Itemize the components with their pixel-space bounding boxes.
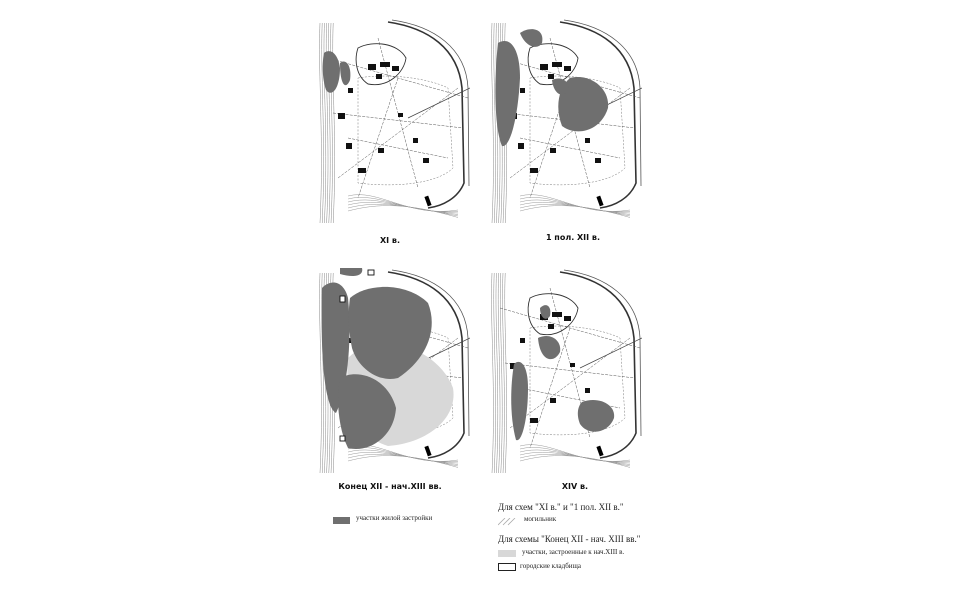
building-block xyxy=(548,74,554,79)
residential-area xyxy=(552,78,568,94)
building-block xyxy=(585,388,590,393)
contour-line xyxy=(520,204,630,216)
building-block xyxy=(564,316,571,321)
road-line xyxy=(520,138,620,158)
contour-line xyxy=(505,273,507,473)
contour-line xyxy=(322,23,324,223)
building-block xyxy=(548,324,554,329)
building-block xyxy=(585,138,590,143)
building-block xyxy=(520,88,525,93)
residential-area xyxy=(323,51,340,93)
base-map xyxy=(320,20,470,223)
contour-line xyxy=(492,273,494,473)
contour-line xyxy=(494,273,496,473)
map-14th-century xyxy=(490,268,642,480)
residential-area xyxy=(538,336,560,359)
building-block xyxy=(338,113,345,119)
building-block xyxy=(564,66,571,71)
residential-area xyxy=(511,362,528,440)
legend-label-built-by-13c: участки, застроенные к нач.XIII в. xyxy=(522,548,625,556)
legend-group2-title: Для схемы "Конец XII - нач. XIII вв." xyxy=(498,534,641,544)
map-caption-11th: XI в. xyxy=(379,236,401,245)
contour-line xyxy=(520,454,630,466)
map-14th-century-svg xyxy=(490,268,642,480)
building-block xyxy=(530,418,538,423)
building-block xyxy=(392,66,399,71)
building-block xyxy=(378,148,384,153)
town-cemetery xyxy=(368,270,374,275)
residential-area xyxy=(520,29,542,47)
building-block xyxy=(380,62,390,67)
exit-road xyxy=(408,88,470,118)
building-block xyxy=(570,363,575,367)
building-block xyxy=(423,158,429,163)
contour-line xyxy=(520,195,630,212)
building-block xyxy=(550,398,556,403)
residential-area xyxy=(578,400,614,432)
legend-label-residential: участки жилой застройки xyxy=(356,514,433,522)
legend-label-burial-ground: могильник xyxy=(524,515,557,523)
map-caption-12th: 1 пол. XII в. xyxy=(545,233,601,242)
building-block xyxy=(348,88,353,93)
building-block xyxy=(552,62,562,67)
legend-swatch-built-by-13c xyxy=(498,550,516,557)
contour-line xyxy=(498,273,500,473)
gate-mark xyxy=(424,196,431,207)
legend-swatch-residential xyxy=(333,517,350,524)
exit-road xyxy=(580,338,642,368)
contour-line xyxy=(503,273,505,473)
building-block xyxy=(520,338,525,343)
building-block xyxy=(358,168,366,173)
map-late-12th-early-13th-century xyxy=(318,268,470,480)
legend-group1-title: Для схем "XI в." и "1 пол. XII в." xyxy=(498,502,624,512)
building-block xyxy=(368,64,376,70)
rampart-outer-line xyxy=(392,20,469,186)
contour-line xyxy=(520,445,630,462)
contour-line xyxy=(494,23,496,223)
building-block xyxy=(530,168,538,173)
map-caption-late-12th: Конец XII - нач.XIII вв. xyxy=(338,482,442,491)
map-first-half-12th-century-svg xyxy=(490,18,642,230)
contour-line xyxy=(500,273,502,473)
town-cemetery xyxy=(340,296,345,302)
contour-line xyxy=(348,195,458,212)
building-block xyxy=(518,143,524,149)
map-first-half-12th-century xyxy=(490,18,642,230)
contour-line xyxy=(496,273,498,473)
gate-mark xyxy=(596,446,603,457)
map-caption-14th: XIV в. xyxy=(561,482,589,491)
map-11th-century-svg xyxy=(318,18,470,230)
legend-swatch-town-cemeteries xyxy=(498,563,516,571)
legend-swatch-cemetery-hatch xyxy=(498,518,518,526)
building-block xyxy=(552,312,562,317)
gate-mark xyxy=(596,196,603,207)
residential-area xyxy=(340,268,362,276)
town-cemetery xyxy=(340,436,345,441)
gate-mark xyxy=(424,446,431,457)
contour-line xyxy=(492,23,494,223)
road-line xyxy=(338,88,458,178)
contour-line xyxy=(320,273,322,473)
inner-boundary xyxy=(358,76,453,185)
road-line xyxy=(358,78,398,198)
map-11th-century xyxy=(318,18,470,230)
building-block xyxy=(413,138,418,143)
legend-label-town-cemeteries: городские кладбища xyxy=(520,562,582,570)
contour-line xyxy=(320,23,322,223)
building-block xyxy=(376,74,382,79)
contour-line xyxy=(348,204,458,216)
building-block xyxy=(550,148,556,153)
building-block xyxy=(346,143,352,149)
residential-area xyxy=(340,62,350,86)
contour-line xyxy=(348,454,458,466)
building-block xyxy=(540,64,548,70)
road-line xyxy=(348,138,448,158)
building-block xyxy=(595,158,601,163)
building-block xyxy=(398,113,403,117)
residential-area xyxy=(495,41,520,146)
map-late-12th-early-13th-century-svg xyxy=(318,268,470,480)
